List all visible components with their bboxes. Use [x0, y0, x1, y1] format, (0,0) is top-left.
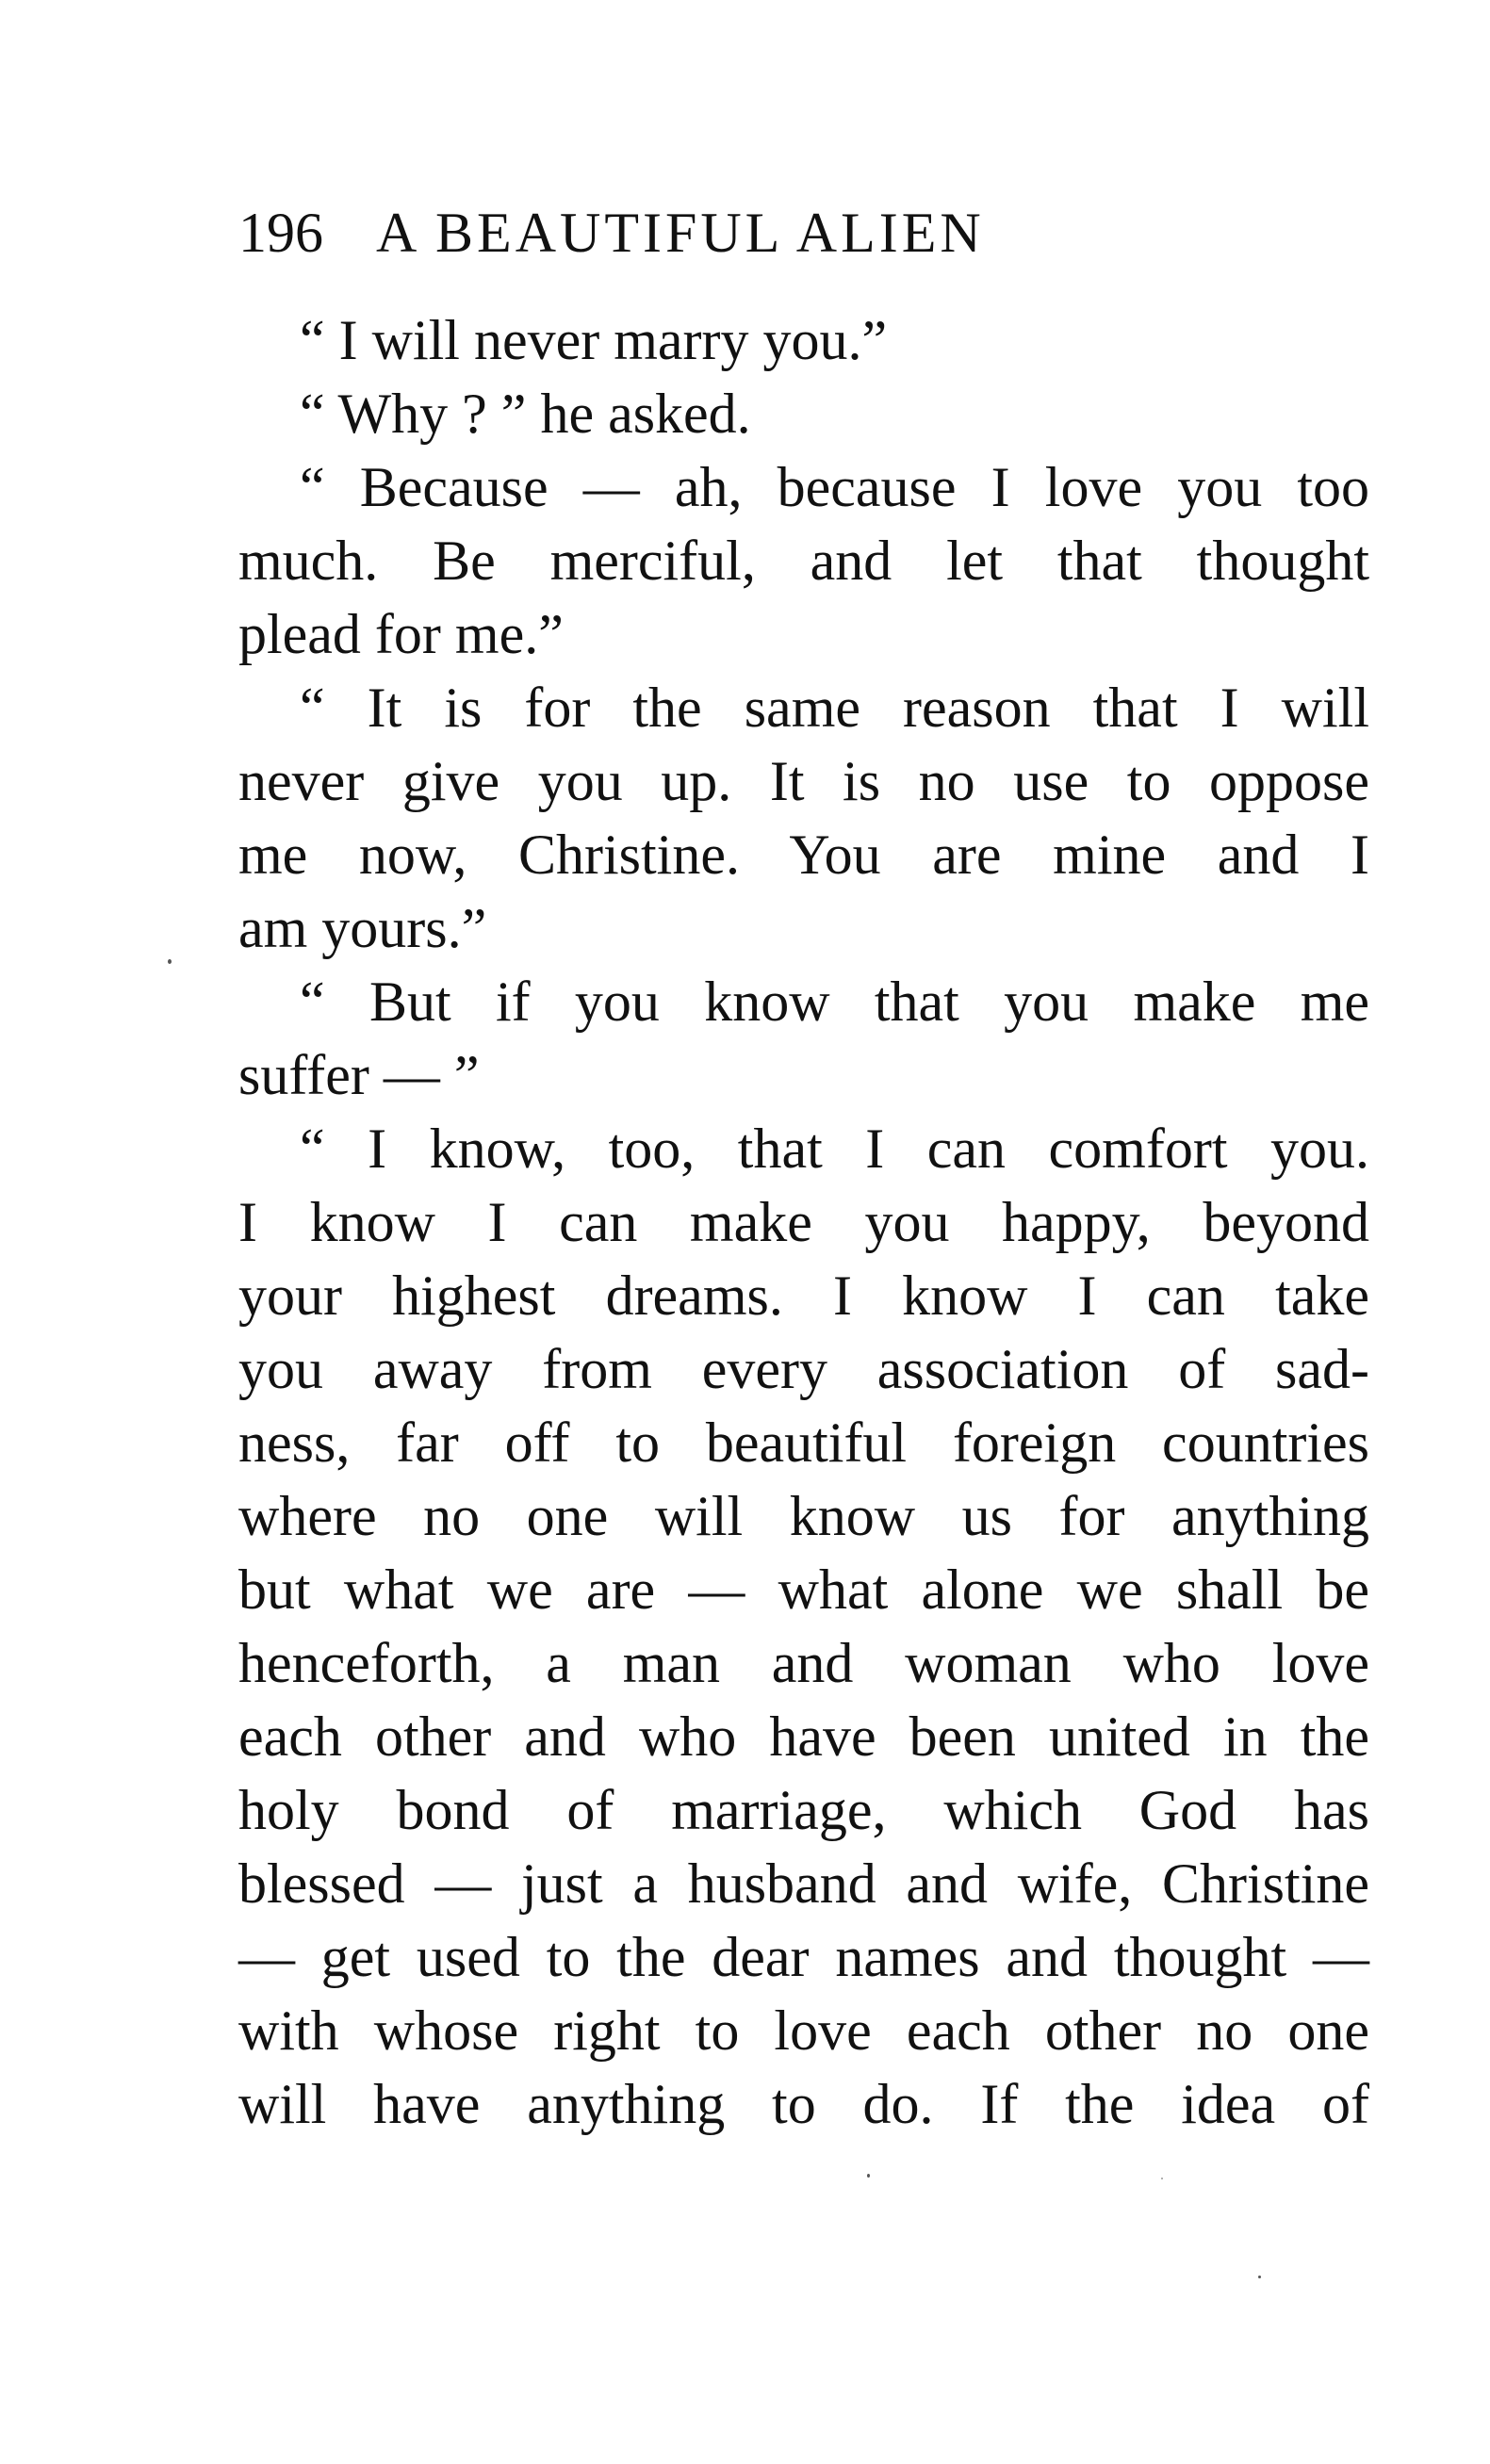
text-line: blessed — just a husband and wife, Christine — [238, 1852, 1369, 1915]
page-header — [238, 200, 1181, 266]
text-line: henceforth, a man and woman who love — [238, 1632, 1369, 1694]
text-line: “ I know, too, that I can comfort you. — [300, 1118, 1369, 1180]
text-line: — get used to the dear names and thought — — [238, 1926, 1369, 1988]
text-line: “ Why ? ” he asked. — [300, 383, 751, 445]
text-line: but what we are — what alone we shall be — [238, 1558, 1369, 1621]
text-line: never give you up. It is no use to oppose — [238, 750, 1369, 812]
text-line: will have anything to do. If the idea of — [238, 2073, 1369, 2135]
text-line: ness, far off to beautiful foreign countries — [238, 1411, 1369, 1474]
text-line: I know I can make you happy, beyond — [238, 1191, 1369, 1253]
text-line: “ I will never marry you.” — [300, 309, 888, 371]
body-text — [238, 303, 1369, 2141]
page-number: 196 — [238, 202, 323, 264]
text-line: you away from every association of sad- — [238, 1338, 1369, 1400]
paper-speck — [1258, 2276, 1261, 2278]
text-line: with whose right to love each other no one — [238, 1999, 1369, 2062]
paper-speck — [867, 2174, 870, 2178]
paper-speck — [1161, 2178, 1163, 2179]
text-line: am yours.” — [238, 897, 487, 959]
text-line: each other and who have been united in the — [238, 1705, 1369, 1768]
paper-speck — [168, 959, 172, 964]
text-line: your highest dreams. I know I can take — [238, 1265, 1369, 1327]
text-line: “ It is for the same reason that I will — [300, 677, 1369, 739]
text-line: much. Be merciful, and let that thought — [238, 530, 1369, 592]
text-line: “ Because — ah, because I love you too — [300, 456, 1369, 518]
text-line: “ But if you know that you make me — [300, 971, 1369, 1033]
text-line: suffer — ” — [238, 1044, 480, 1106]
text-line: me now, Christine. You are mine and I — [238, 824, 1369, 886]
text-line: where no one will know us for anything — [238, 1485, 1369, 1547]
running-title: A BEAUTIFUL ALIEN — [376, 202, 985, 264]
text-line: plead for me.” — [238, 603, 564, 665]
text-line: holy bond of marriage, which God has — [238, 1779, 1369, 1841]
